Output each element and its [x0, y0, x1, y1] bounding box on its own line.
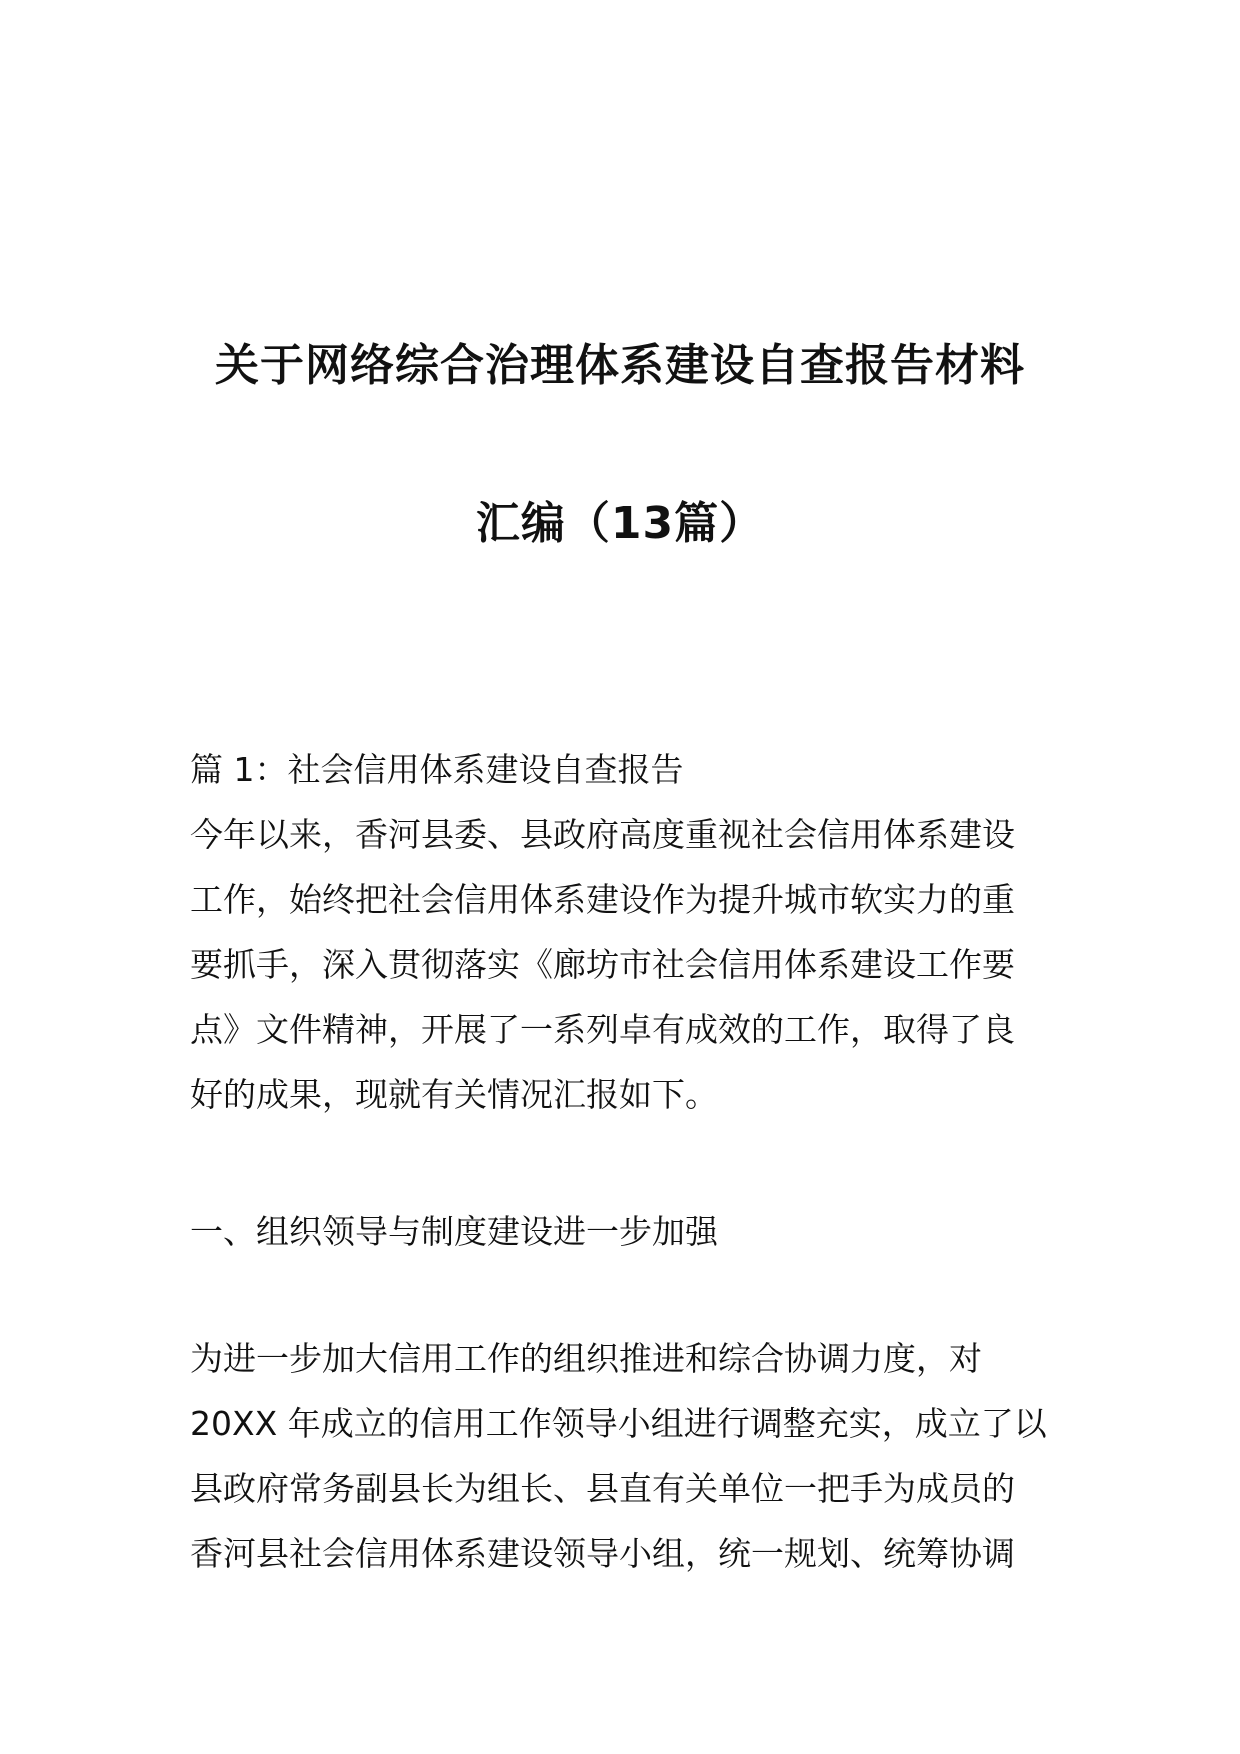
paragraph-line: 县政府常务副县长为组长、县直有关单位一把手为成员的 [190, 1469, 1015, 1508]
paragraph-line: 工作，始终把社会信用体系建设作为提升城市软实力的重 [190, 880, 1015, 919]
paragraph-line: 点》文件精神，开展了一系列卓有成效的工作，取得了良 [190, 1010, 1015, 1049]
document-title-line-2: 汇编（13篇） [475, 498, 765, 549]
organization-paragraph [190, 1326, 1060, 1586]
paragraph-line: 香河县社会信用体系建设领导小组，统一规划、统筹协调 [190, 1534, 1015, 1573]
paragraph-line: 要抓手，深入贯彻落实《廊坊市社会信用体系建设工作要 [190, 945, 1015, 984]
paragraph-line: 为进一步加大信用工作的组织推进和综合协调力度，对 [190, 1339, 982, 1378]
subheading-organization: 一、组织领导与制度建设进一步加强 [190, 1212, 718, 1251]
section-1-title [190, 737, 1060, 802]
intro-paragraph [190, 802, 1060, 1127]
document-title-line-1: 关于网络综合治理体系建设自查报告材料 [215, 340, 1025, 391]
paragraph-line: 好的成果，现就有关情况汇报如下。 [190, 1075, 718, 1114]
paragraph-line: 今年以来，香河县委、县政府高度重视社会信用体系建设 [190, 815, 1015, 854]
paragraph-line: 20XX 年成立的信用工作领导小组进行调整充实，成立了以 [190, 1404, 1047, 1443]
section-1-title-text: 篇 1：社会信用体系建设自查报告 [190, 750, 684, 789]
